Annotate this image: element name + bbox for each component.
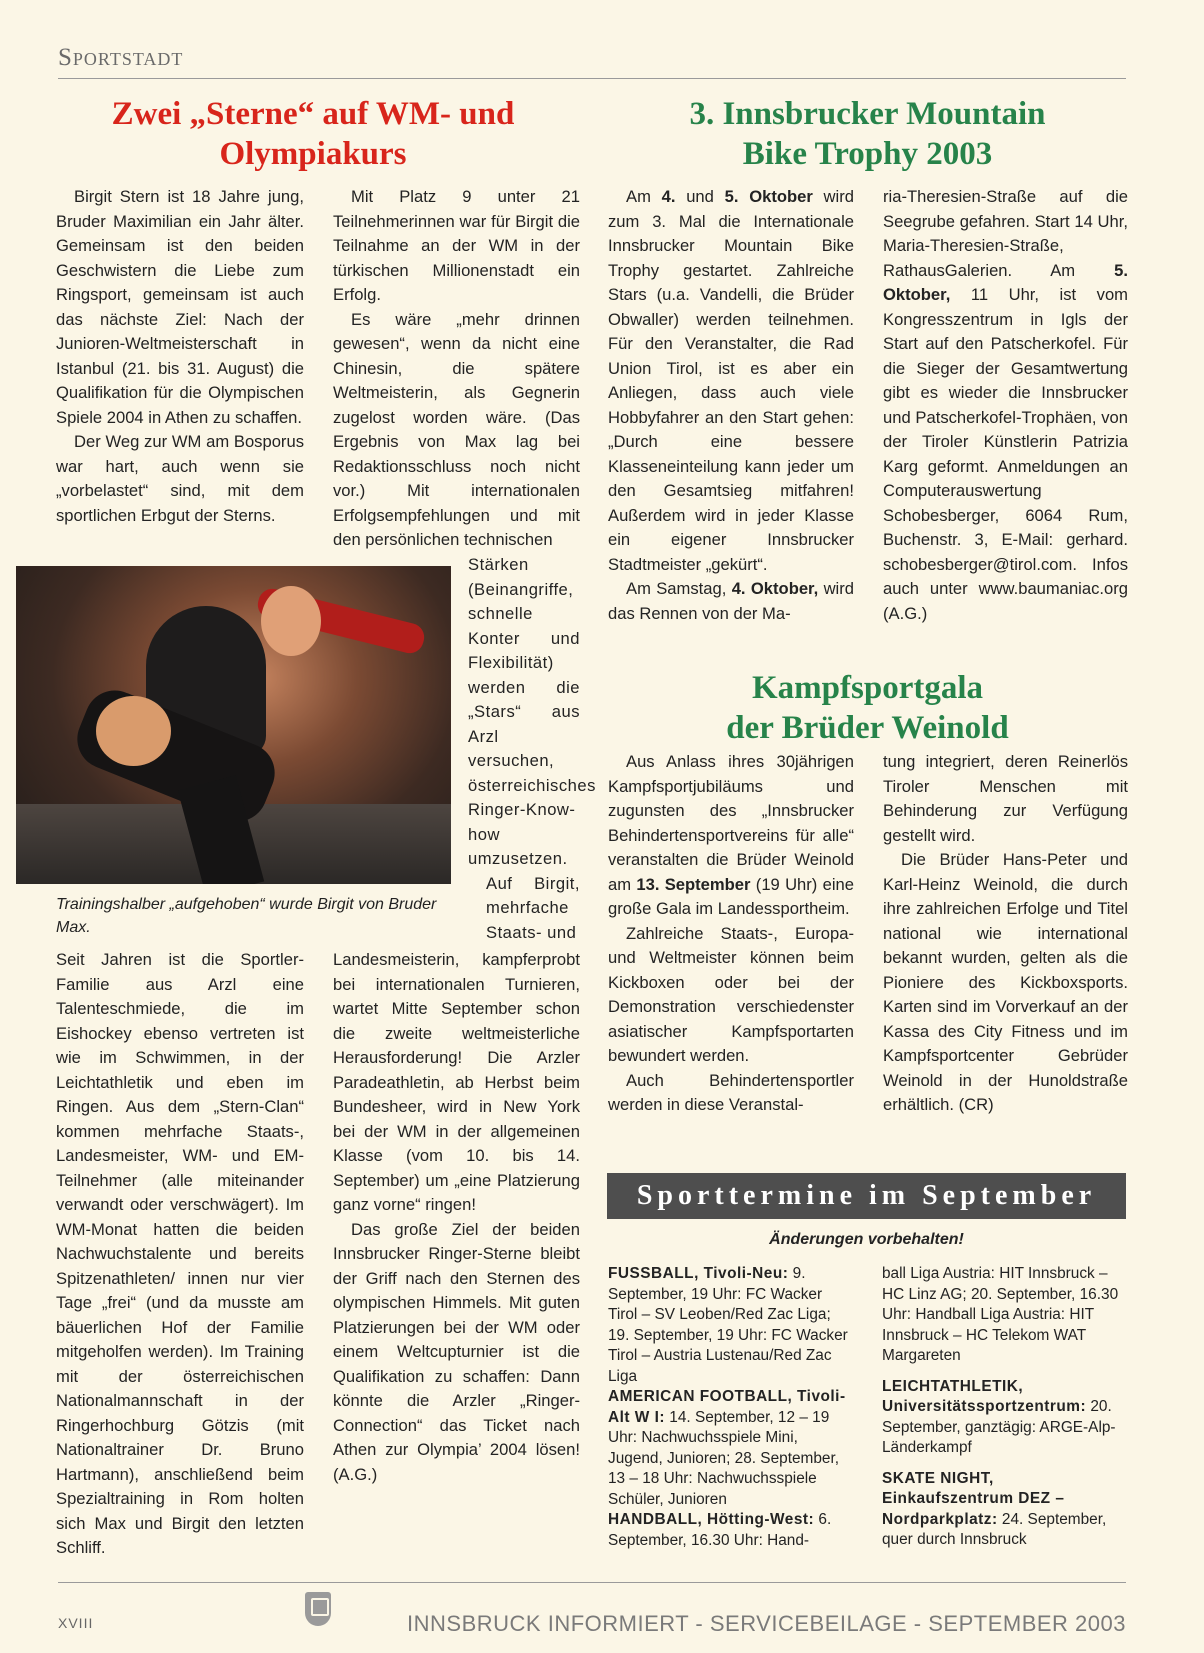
- article1-col1-bottom: [56, 948, 304, 1561]
- article3-col4: tung integriert, deren Reinerlös Tiroler Menschen mit Behinderung zur Verfügung gestellt wird. Die Brüder Hans-Peter und Karl-Heinz Weinold, die durch ihre zahlreichen Erfolge und Titel national wie international bekannt wurden, gelten als die Pioniere des Kickboxsports. Karten sind im Vorverkauf an der Kassa des City Fitness und im Kampfsportcenter Gebrüder Weinold in der Hunoldstraße erhältlich. (CR): [883, 752, 1128, 1114]
- article1-headline-line1: Zwei „Sterne“ auf WM- und: [111, 96, 515, 132]
- article1-paragraph: Landesmeisterin, kampferprobt bei internationalen Turnieren, wartet Mitte September schon die zweite weltmeisterliche Herausforderung! Die Arzler Paradeathletin, ab Herbst beim Bundesheer, wird in New York bei der WM in der allgemeinen Klasse (vom 10. bis 14. September) um „eine Platzierung ganz vorne“ ringen!: [333, 950, 580, 1214]
- article2-col3: Am 4. und 5. Oktober wird zum 3. Mal die Internationale Innsbrucker Mountain Bike Trophy gestartet. Zahlreiche Stars (u.a. Vandelli, die Brüder Obwaller) werden teilnehmen. Für den Veranstalter, die Rad Union Tirol, ist es aber ein Anliegen, dass auch viele Hobbyfahrer an den Start gehen: „Durch eine bessere Klasseneinteilung kann jeder um den Gesamtsieg mitfahren! Außerdem wird in jeder Klasse ein eigener Innsbrucker Stadtmeister „gekürt“. Am Samstag, 4. Oktober, wird das Rennen von der Ma-: [608, 187, 854, 623]
- article1-col1-top: [56, 185, 304, 528]
- sporttermine-note: Änderungen vorbehalten!: [769, 1231, 964, 1248]
- page-number: XVIII: [58, 1615, 94, 1631]
- article1-paragraph: Der Weg zur WM am Bosporus war hart, auch wenn sie „vorbelastet“ sind, mit dem sportlichen Erbgut der Sterns.: [56, 432, 304, 525]
- top-divider: [58, 78, 1126, 79]
- article2-headline-line1: 3. Innsbrucker Mountain: [689, 96, 1046, 132]
- sporttermine-title-bar: Sporttermine im September: [607, 1173, 1126, 1219]
- article3-headline: [605, 668, 1130, 748]
- article1-paragraph: Birgit Stern ist 18 Jahre jung, Bruder Maximilian ein Jahr älter. Gemeinsam ist den beiden Geschwistern die Liebe zum Ringsport, gemeinsam ist auch das nächste Ziel: Nach der Junioren-Weltmeisterschaft in Istanbul (21. bis 31. August) die Qualifikation für die Olympischen Spiele 2004 in Athen zu schaffen.: [56, 187, 304, 427]
- article2-col4: ria-Theresien-Straße auf die Seegrube gefahren. Start 14 Uhr, Maria-Theresien-Straße, RathausGalerien. Am 5. Oktober, 11 Uhr, ist vom Kongresszentrum in Igls der Start auf den Patscherkofel. Für die Sieger der Gesamtwertung gibt es wieder die Innsbrucker und Patscherkofel-Trophäen, von der Tiroler Künstlerin Patrizia Karg geformt. Anmeldungen an Computerauswertung Schobesberger, 6064 Rum, Buchenstr. 3, E-Mail: gerhard. schobesberger@tirol.com. Infos auch unter www.baumaniac.org (A.G.): [883, 187, 1128, 623]
- article1-narrow-text: [468, 553, 596, 945]
- article3-col3: Aus Anlass ihres 30jährigen Kampfsportjubiläums und zugunsten des „Innsbrucker Behindertensportvereins für alle“ veranstalten die Brüder Weinold am 13. September (19 Uhr) eine große Gala im Landessportheim. Zahlreiche Staats-, Europa- und Weltmeister können beim Kickboxen oder bei der Demonstration verschiedenster asiatischer Kampfsportarten bewundert werden. Auch Behindertensportler werden in diese Veranstal-: [608, 752, 855, 1114]
- article1-paragraph: Das große Ziel der beiden Innsbrucker Ringer-Sterne bleibt der Griff nach den Sternen des olympischen Himmels. Mit guten Platzierungen bei der WM oder einem Weltcupturnier ist die Qualifikation zu schaffen: Dann könnte die Arzler „Ringer-Connection“ das Ticket nach Athen zur Olympia’ 2004 lösen! (A.G.): [333, 1219, 580, 1484]
- article1-narrow-paragraph: Auf Birgit, mehrfache Staats- und: [486, 873, 580, 942]
- article3-headline-line2: der Brüder Weinold: [726, 710, 1009, 746]
- article2-headline-line2: Bike Trophy 2003: [742, 136, 993, 172]
- city-crest-icon: [305, 1592, 331, 1626]
- article1-headline-line2: Olympiakurs: [219, 136, 407, 172]
- article2-headline: [605, 94, 1130, 174]
- photo-caption: Trainingshalber „aufgehoben“ wurde Birgit von Bruder Max.: [56, 896, 437, 936]
- article1-col2-top: [333, 185, 580, 553]
- article1-col2-bottom: [333, 948, 580, 1487]
- article3-headline-line1: Kampfsportgala: [752, 670, 983, 706]
- article1-paragraph: Seit Jahren ist die Sportler-Familie aus Arzl eine Talenteschmiede, die im Eishockey ebenso vertreten ist wie im Schwimmen, in der Leichtathletik und eben im Ringen. Aus dem „Stern-Clan“ kommen mehrfache Staats-, Landesmeister, WM- und EM-Teilnehmer (alle miteinander verwandt oder verschwägert). Im WM-Monat hatten die beiden Nachwuchstalente und bereits Spitzenathleten/ innen nur vier Tage „frei“ (und da musste am bäuerlichen Hof der Familie mitgeholfen werden). Im Training mit der österreichischen Nationalmannschaft in der Ringerhochburg Götzis (mit Nationaltrainer Dr. Bruno Hartmann), anschließend beim Spezialtraining in Rom holten sich Max und Birgit den letzten Schliff.: [56, 950, 304, 1557]
- article1-paragraph: Es wäre „mehr drinnen gewesen“, wenn da nicht eine Chinesin, die spätere Weltmeisterin, als Gegnerin zugelost worden wäre. (Das Ergebnis von Max lag bei Redaktionsschluss noch nicht vor.) Mit internationalen Erfolgsempfehlungen und mit den persönlichen technischen: [333, 309, 580, 549]
- bottom-divider: [58, 1582, 1126, 1583]
- article1-paragraph: Mit Platz 9 unter 21 Teilnehmerinnen war für Birgit die Teilnahme an der WM in der türkischen Millionenstadt ein Erfolg.: [333, 187, 580, 304]
- wrestling-photo: [16, 566, 451, 884]
- publication-footer: INNSBRUCK INFORMIERT - SERVICEBEILAGE - SEPTEMBER 2003: [407, 1611, 1126, 1636]
- sporttermine-col-left: FUSSBALL, Tivoli-Neu: 9. September, 19 Uhr: FC Wacker Tirol – SV Leoben/Red Zac Liga; 19. September, 19 Uhr: FC Wacker Tirol – Austria Lustenau/Red Zac Liga AMERICAN FOOTBALL, Tivoli-Alt W I: 14. September, 12 – 19 Uhr: Nachwuchsspiele Mini, Jugend, Junioren; 28. September, 13 – 18 Uhr: Nachwuchsspiele Schüler, Junioren HANDBALL, Hötting-West: 6. September, 16.30 Uhr: Hand-: [608, 1265, 848, 1549]
- article1-narrow-paragraph: Stärken (Beinangriffe, schnelle Konter und Flexibilität) werden die „Stars“ aus Arzl versuchen, österreichisches Ringer-Know-how umzusetzen.: [468, 555, 596, 868]
- article1-headline: [58, 94, 568, 174]
- sporttermine-col-right: ball Liga Austria: HIT Innsbruck – HC Linz AG; 20. September, 16.30 Uhr: Handball Liga Austria: HIT Innsbruck – HC Telekom WAT Margareten LEICHTATHLETIK, Universitätssportzentrum: 20. September, ganztägig: ARGE-Alp-Länderkampf SKATE NIGHT, Einkaufszentrum DEZ – Nordparkplatz: 24. September, quer durch Innsbruck: [882, 1265, 1119, 1548]
- section-label: Sportstadt: [58, 44, 184, 71]
